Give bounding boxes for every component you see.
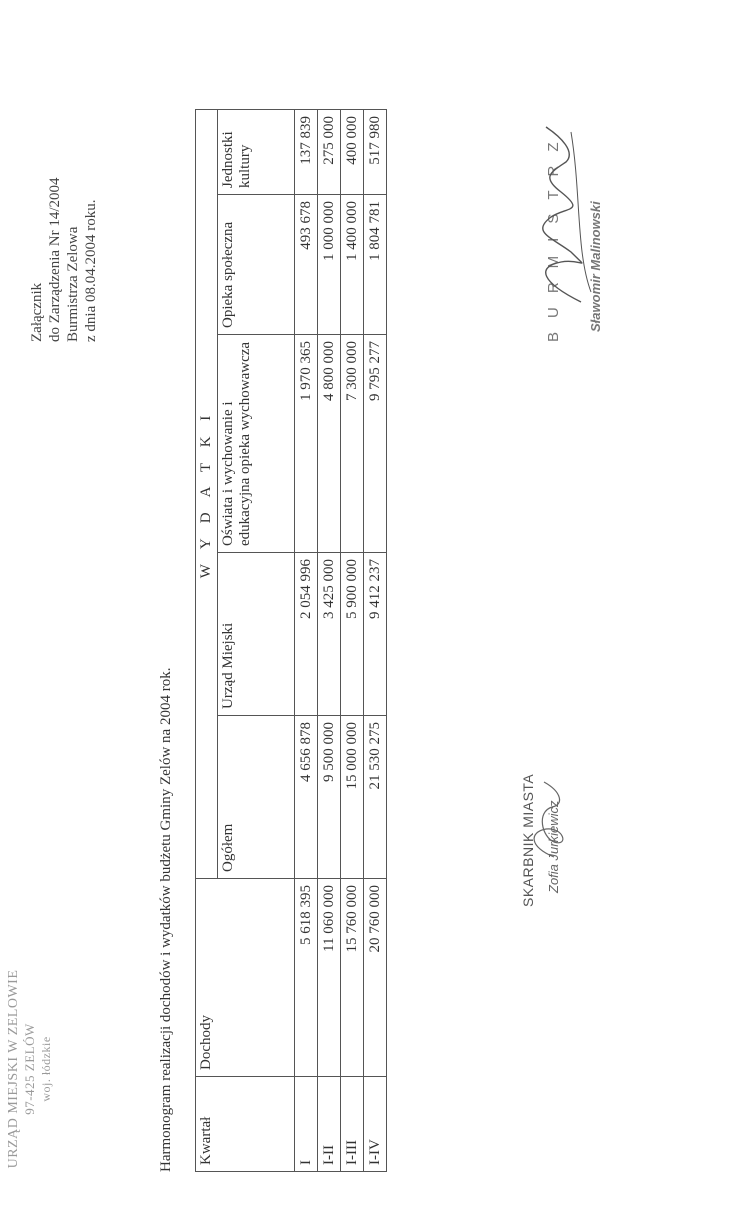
header-income: Dochody: [196, 879, 295, 1077]
cell-education: 7 300 000: [341, 335, 364, 553]
cell-education: 1 970 365: [295, 335, 318, 553]
cell-social-care: 493 678: [295, 195, 318, 335]
annex-line-1: Załącznik: [29, 282, 45, 342]
header-total: Ogółem: [218, 716, 295, 879]
header-education: Oświata i wychowanie i edukacyjna opieka wychowawcza: [218, 335, 295, 553]
cell-education: 9 795 277: [364, 335, 387, 553]
treasurer-signature-block: [520, 667, 561, 907]
table-row: [318, 110, 341, 1172]
header-social-care: Opieka społeczna: [218, 195, 295, 335]
cell-city-office: 9 412 237: [364, 553, 387, 716]
cell-total: 4 656 878: [295, 716, 318, 879]
cell-city-office: 3 425 000: [318, 553, 341, 716]
office-stamp: [6, 954, 54, 1184]
document-title: Harmonogram realizacji dochodów i wydatków budżetu Gminy Zelów na 2004 rok.: [158, 667, 174, 1172]
treasurer-signature: [524, 747, 574, 867]
cell-income: 5 618 395: [295, 879, 318, 1077]
mayor-role: BURMISTRZ: [545, 128, 562, 342]
stamp-line-3: woj. łódzkie: [39, 1036, 53, 1102]
cell-culture: 275 000: [318, 110, 341, 195]
header-culture: Jednostki kultury: [218, 110, 295, 195]
cell-culture: 400 000: [341, 110, 364, 195]
cell-income: 11 060 000: [318, 879, 341, 1077]
cell-social-care: 1 000 000: [318, 195, 341, 335]
treasurer-role: SKARBNIK MIASTA: [520, 773, 536, 907]
cell-total: 9 500 000: [318, 716, 341, 879]
cell-social-care: 1 400 000: [341, 195, 364, 335]
table-row: [295, 110, 318, 1172]
treasurer-name: Zofia Jurkiewicz: [546, 800, 561, 893]
cell-total: 21 530 275: [364, 716, 387, 879]
header-quarter: Kwartał: [196, 1077, 295, 1172]
cell-education: 4 800 000: [318, 335, 341, 553]
annex-line-3: Burmistrza Zelowa: [65, 226, 81, 342]
annex-line-4: z dnia 08.04.2004 roku.: [83, 199, 99, 342]
header-city-office: Urząd Miejski: [218, 553, 295, 716]
cell-city-office: 5 900 000: [341, 553, 364, 716]
cell-quarter: I: [295, 1077, 318, 1172]
cell-total: 15 000 000: [341, 716, 364, 879]
mayor-signature-block: [545, 42, 603, 372]
stamp-line-2: 97-425 ZELÓW: [22, 1023, 37, 1115]
cell-city-office: 2 054 996: [295, 553, 318, 716]
mayor-name: Sławomir Malinowski: [588, 201, 603, 332]
cell-culture: 517 980: [364, 110, 387, 195]
stamp-line-1: URZĄD MIEJSKI W ZELOWIE: [6, 969, 21, 1169]
annex-line-2: do Zarządzenia Nr 14/2004: [47, 177, 63, 342]
cell-quarter: I-III: [341, 1077, 364, 1172]
annex-note: [28, 177, 100, 342]
mayor-signature: [521, 122, 601, 312]
header-expenses: W Y D A T K I: [196, 110, 218, 879]
cell-culture: 137 839: [295, 110, 318, 195]
cell-quarter: I-II: [318, 1077, 341, 1172]
cell-income: 20 760 000: [364, 879, 387, 1077]
budget-table: [195, 109, 387, 1172]
table-row: [364, 110, 387, 1172]
cell-quarter: I-IV: [364, 1077, 387, 1172]
cell-income: 15 760 000: [341, 879, 364, 1077]
table-row: [341, 110, 364, 1172]
cell-social-care: 1 804 781: [364, 195, 387, 335]
